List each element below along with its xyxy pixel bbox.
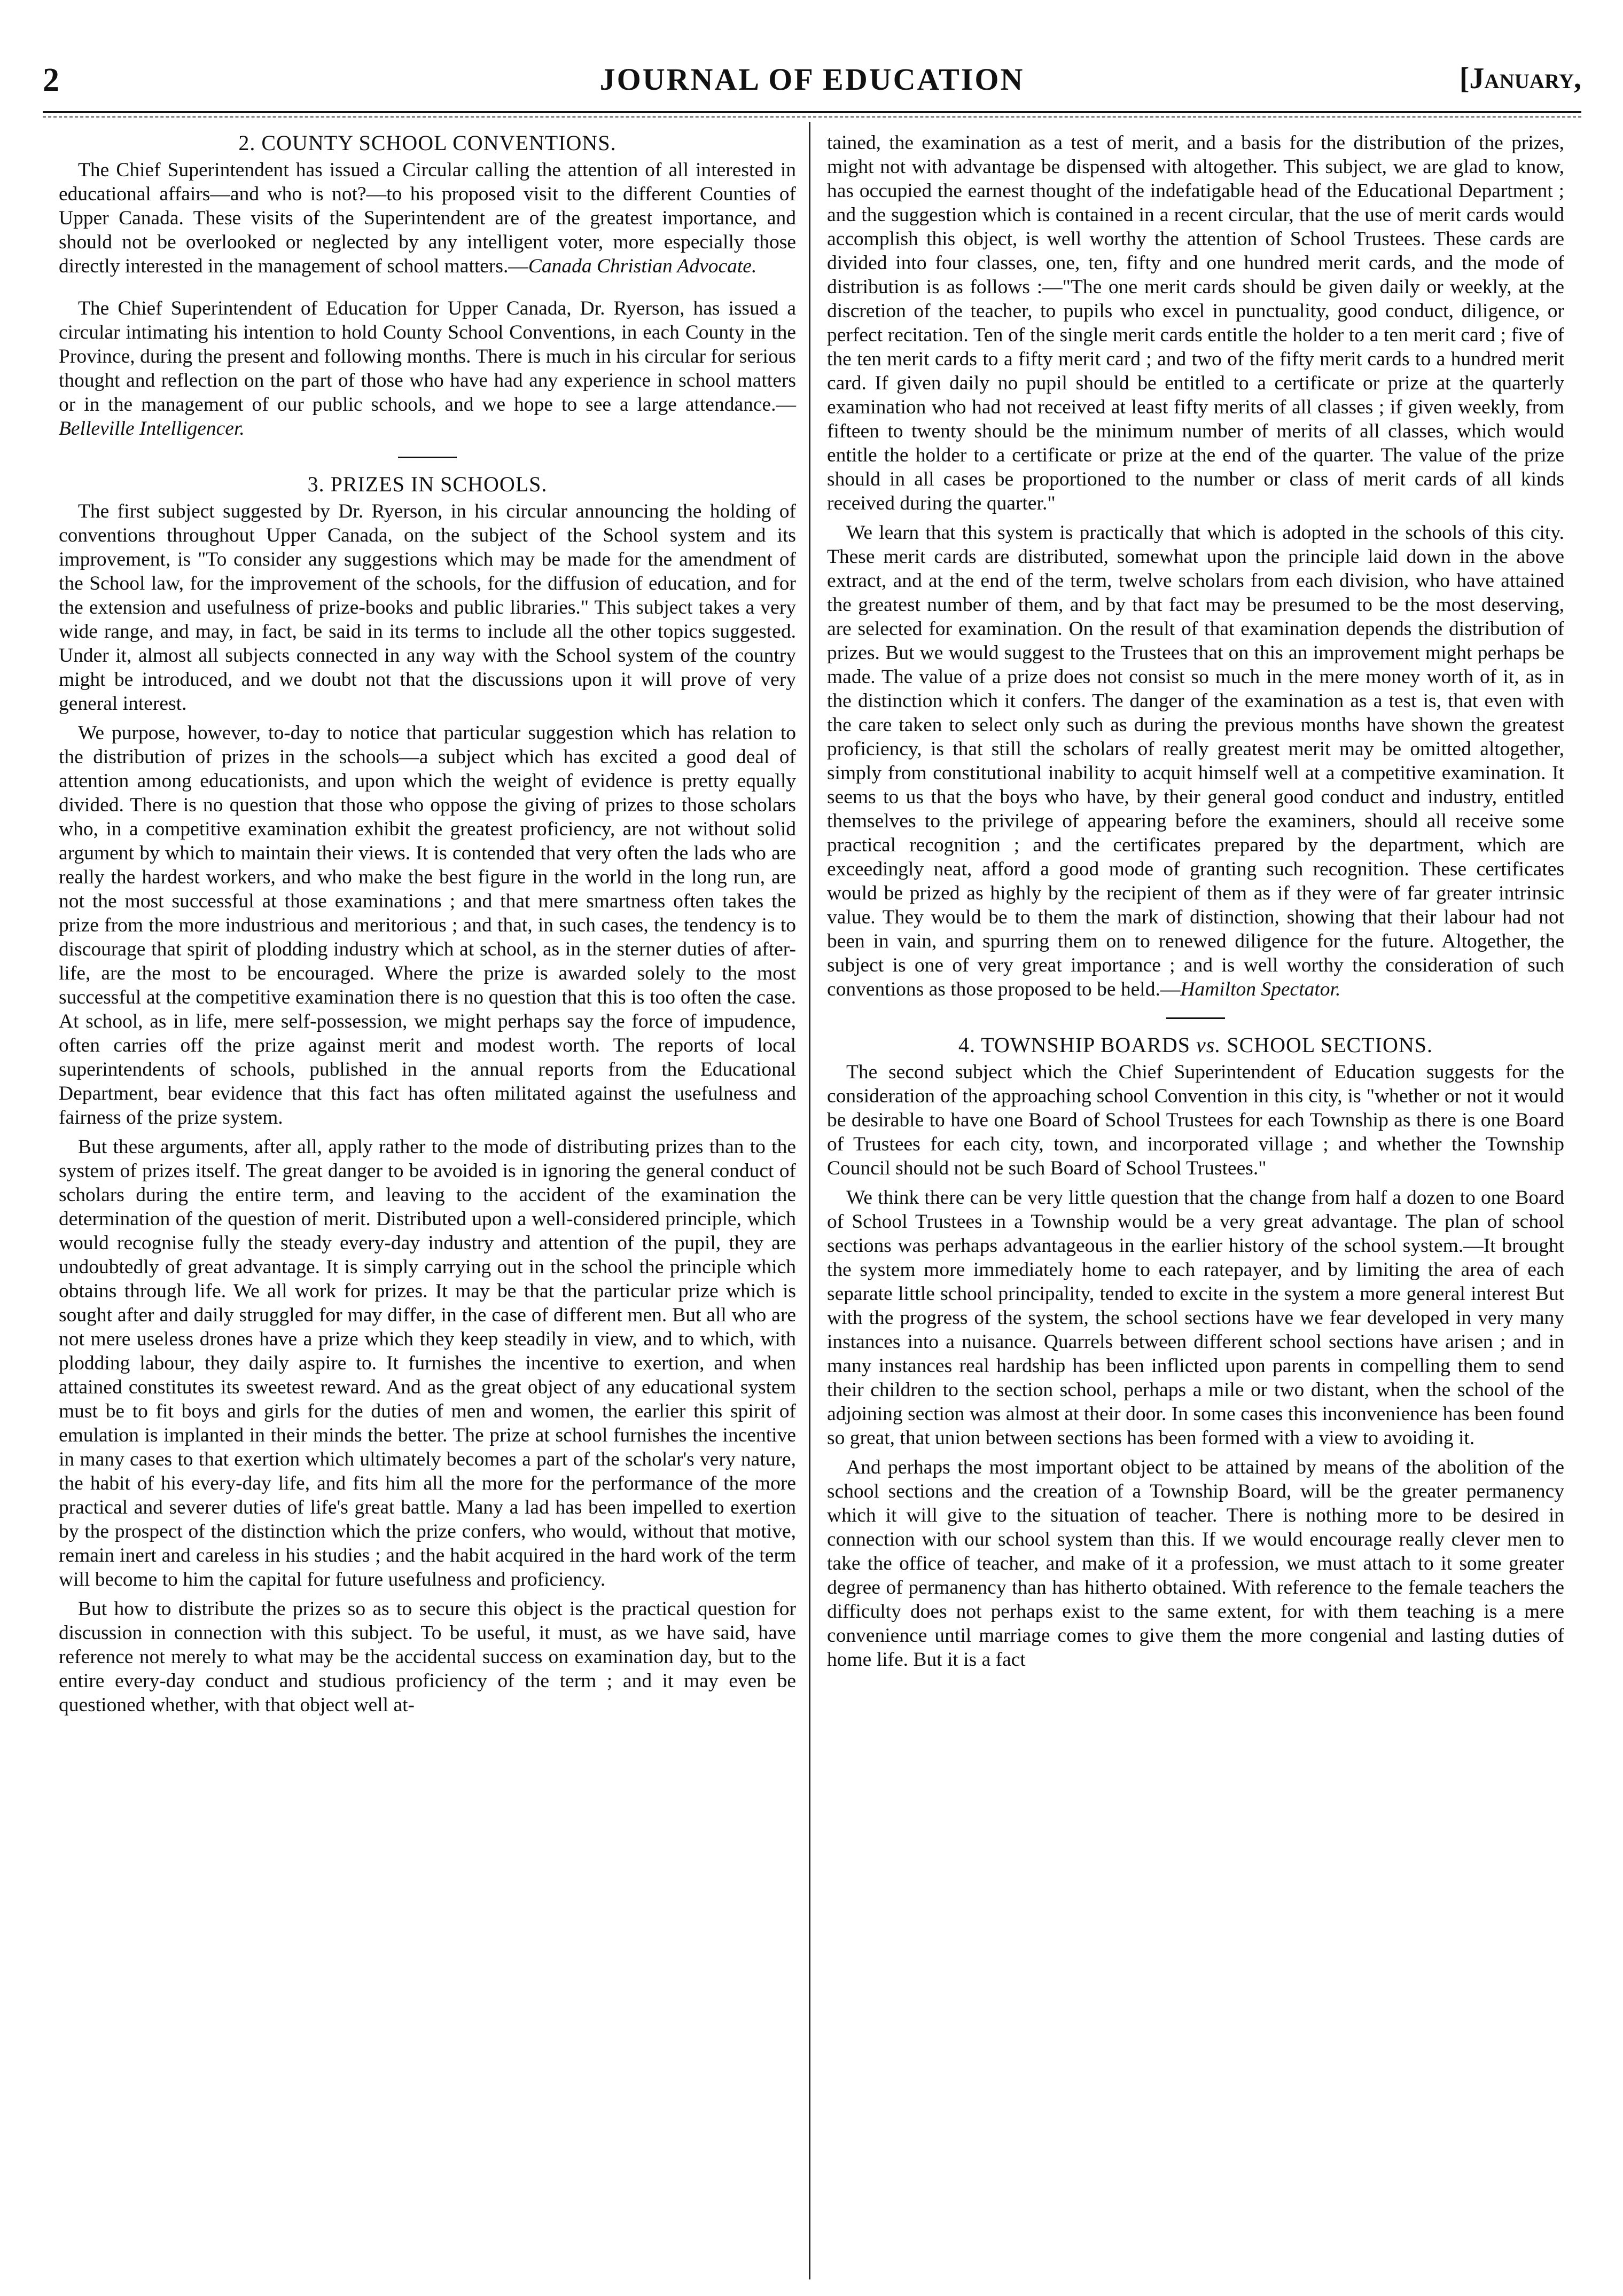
heading-part: SCHOOL SECTIONS. [1227,1033,1433,1057]
section-heading-county-conventions: 2. COUNTY SCHOOL CONVENTIONS. [238,131,617,155]
section-heading-prizes: 3. PRIZES IN SCHOOLS. [307,472,548,496]
section-separator [398,457,457,458]
page-number: 2 [43,62,59,98]
page-header [43,61,1581,104]
paragraph-text: The Chief Superintendent has issued a Circular calling the attention of all interested in educational affairs—and who is not?—to his proposed visit to the different Counties of Upper Canada. These visits of the Superintendent are of the greatest importance, and should not be overlooked or neglected by any intelligent voter, more especially those directly interested in the management of school matters.— [59,159,796,277]
paragraph: But how to distribute the prizes so as to secure this object is the practical question for discussion in connection with this subject. To be useful, it must, as we have said, have reference not merely to what may be the accidental success on examination day, but to the entire every-day conduct and studious proficiency of the term ; and it may even be questioned whether, with that object well at- [59,1598,796,1716]
left-column [59,131,796,1722]
column-divider [809,122,810,2279]
paragraph: The first subject suggested by Dr. Ryerson, in his circular announcing the holding of conventions throughout Upper Canada, on the subject of the School system and its improvement, is "To consider any suggestions which may be made for the amendment of the School law, for the improvement of the schools, for the diffusion of education, and for the extension and usefulness of prize-books and public libraries." This subject takes a very wide range, and may, in fact, be said in its terms to include all the other topics suggested. Under it, almost all subjects connected in any way with the School system of the country might be introduced, and we doubt not that the discussions upon it will prove of very general interest. [59,500,796,715]
right-column [827,131,1564,1677]
header-rule-dashed [43,116,1581,117]
paragraph-text: The Chief Superintendent of Education for Upper Canada, Dr. Ryerson, has issued a circular intimating his intention to hold County School Conventions, in each County in the Province, during the present and following months. There is much in his circular for serious thought and reflection on the part of those who have had any experience in school matters or in the management of our public schools, and we hope to see a large attendance.— [59,297,796,416]
source-citation: Hamilton Spectator. [1180,978,1341,1000]
issue-month: [January, [1459,62,1581,95]
paragraph: But these arguments, after all, apply rather to the mode of distributing prizes than to the system of prizes itself. The great danger to be avoided is in ignoring the general conduct of scholars during the entire term, and leaving to the accident of the examination the determination of the question of merit. Distributed upon a well-considered principle, which would recognise fully the steady every-day industry and attention of the pupil, they are undoubtedly of great advantage. It is simply carrying out in the school the principle which obtains through life. We all work for prizes. It may be that the particular prize which is sought after and daily struggled for may differ, in the case of different men. But all who are not mere useless drones have a prize which they keep steadily in view, and to which, with plodding labour, they daily aspire to. It furnishes the incentive to exertion, and when attained constitutes its sweetest reward. And as the great object of any educational system must be to fit boys and girls for the duties of men and women, the earlier this spirit of emulation is implanted in their minds the better. The prize at school furnishes the incentive in many cases to that exertion which ultimately becomes a part of the scholar's very nature, the habit of his every-day life, and fits him all the more for the performance of the more practical and severer duties of life's great battle. Many a lad has been impelled to exertion by the prospect of the distinction which the prize confers, who would, without that motive, remain inert and careless in his studies ; and the habit acquired in the hard work of the term will become to him the capital for future usefulness and proficiency. [59,1136,796,1590]
source-citation: Belleville Intelligencer. [59,418,245,440]
heading-versus: vs. [1196,1033,1221,1057]
paragraph [59,296,796,441]
paragraph-continued: tained, the examination as a test of merit, and a basis for the distribution of the prizes, might not with advantage be dispensed with altogether. This subject, we are glad to know, has occupied the earnest thought of the indefatigable head of the Educational Department ; and the suggestion which is contained in a recent circular, that the use of merit cards would accomplish this object, is well worthy the attention of School Trustees. These cards are divided into four classes, one, ten, fifty and one hundred merit cards, and the mode of distribution is as follows :—"The one merit cards should be given daily or weekly, at the discretion of the teacher, to pupils who excel in punctuality, good conduct, diligence, or perfect recitation. Ten of the single merit cards entitle the holder to a ten merit card ; five of the ten merit cards to a fifty merit card ; and two of the fifty merit cards to a hundred merit card. If given daily no pupil should be entitled to a certificate or prize at the quarterly examination who had not received at least fifty merits of all classes ; if given weekly, from fifteen to twenty should be the minimum number of merits of all classes, which would entitle the holder to a certificate or prize at the end of the quarter. The value of the prize should in all cases be proportioned to the number or class of merit cards of all kinds received during the quarter." [827,132,1564,514]
journal-title: JOURNAL OF EDUCATION [599,62,1025,97]
header-rule [43,111,1581,113]
section-heading-township-boards [827,1033,1564,1057]
paragraph: We think there can be very little question that the change from half a dozen to one Board of School Trustees in a Township would be a very great advantage. The plan of school sections was perhaps advantageous in the earlier history of the school system.—It brought the system more immediately home to each ratepayer, and by limiting the area of each separate little school principality, tended to excite in the system a more general interest But with the progress of the system, the school sections have we fear developed in very many instances into a nuisance. Quarrels between different school sections have arisen ; and in many instances real hardship has been inflicted upon parents in compelling them to send their children to the section school, perhaps a mile or two distant, when the school of the adjoining section was almost at their door. In some cases this inconvenience has been found so great, that union between sections has been formed with a view to avoiding it. [827,1187,1564,1449]
paragraph: And perhaps the most important object to be attained by means of the abolition of the school sections and the creation of a Township Board, will be the greater permanency which it will give to the situation of teacher. There is nothing more to be desired in connection with our school system than this. If we would encourage really clever men to take the office of teacher, and make of it a profession, we must attach to it some greater degree of permanency than has hitherto obtained. With reference to the female teachers the difficulty does not perhaps exist to the same extent, for with them teaching is a mere convenience until marriage comes to give them the more congenial and lasting duties of home life. But it is a fact [827,1456,1564,1671]
heading-part: 4. TOWNSHIP BOARDS [958,1033,1190,1057]
paragraph [827,521,1564,1001]
paragraph-text: We learn that this system is practically that which is adopted in the schools of this city. These merit cards are distributed, somewhat upon the principle laid down in the above extract, and at the end of the term, twelve scholars from each division, who have attained the greatest number of them, and by that fact may be presumed to be the most deserving, are selected for examination. On the result of that examination depends the distribution of prizes. But we would suggest to the Trustees that on this an improvement might perhaps be made. The value of a prize does not consist so much in the mere money worth of it, as in the distinction which it confers. The danger of the examination as a test is, that even with the care taken to select only such as during the previous months have shown the greatest proficiency, is that still the scholars of really greatest merit may be omitted altogether, simply from constitutional inability to acquit himself well at a competitive examination. It seems to us that the boys who have, by their general good conduct and industry, entitled themselves to the privilege of appearing before the examiners, should all receive some practical recognition ; and the certificates prepared by the department, which are exceedingly neat, afford a good mode of granting such recognition. These certificates would be prized as highly by the recipient of them as if they were of far greater intrinsic value. They would be to them the mark of distinction, showing that their labour had not been in vain, and spurring them on to renewed diligence for the future. Altogether, the subject is one of very great importance ; and is well worthy the consideration of such conventions as those proposed to be held.— [827,522,1564,1000]
paragraph [59,158,796,278]
paragraph: The second subject which the Chief Superintendent of Education suggests for the consideration of the approaching school Convention in this city, is "whether or not it would be desirable to have one Board of School Trustees for each Township as there is one Board of Trustees for each city, town, and incorporated village ; and whether the Township Council should not be such Board of School Trustees." [827,1061,1564,1179]
paragraph: We purpose, however, to-day to notice that particular suggestion which has relation to the distribution of prizes in the schools—a subject which has excited a good deal of attention among educationists, and upon which the weight of evidence is pretty equally divided. There is no question that those who oppose the giving of prizes to those scholars who, in a competitive examination exhibit the greatest proficiency, are not without solid argument by which to maintain their views. It is contended that very often the lads who are really the hardest workers, and who make the best figure in the world in the long run, are not the most successful at those examinations ; and that mere smartness often takes the prize from the more industrious and meritorious ; and that, in such cases, the tendency is to discourage that spirit of plodding industry which at school, as in the sterner duties of after-life, are the most to be encouraged. Where the prize is awarded solely to the most successful at the competitive examination there is no question that this is too often the case. At school, as in life, mere self-possession, we might perhaps say the force of impudence, often carries off the prize against merit and modest worth. The reports of local superintendents of schools, published in the annual reports from the Educational Department, bear evidence that this fact has often militated against the usefulness and fairness of the prize system. [59,722,796,1129]
source-citation: Canada Christian Advocate. [528,255,757,277]
section-separator [1166,1017,1225,1019]
